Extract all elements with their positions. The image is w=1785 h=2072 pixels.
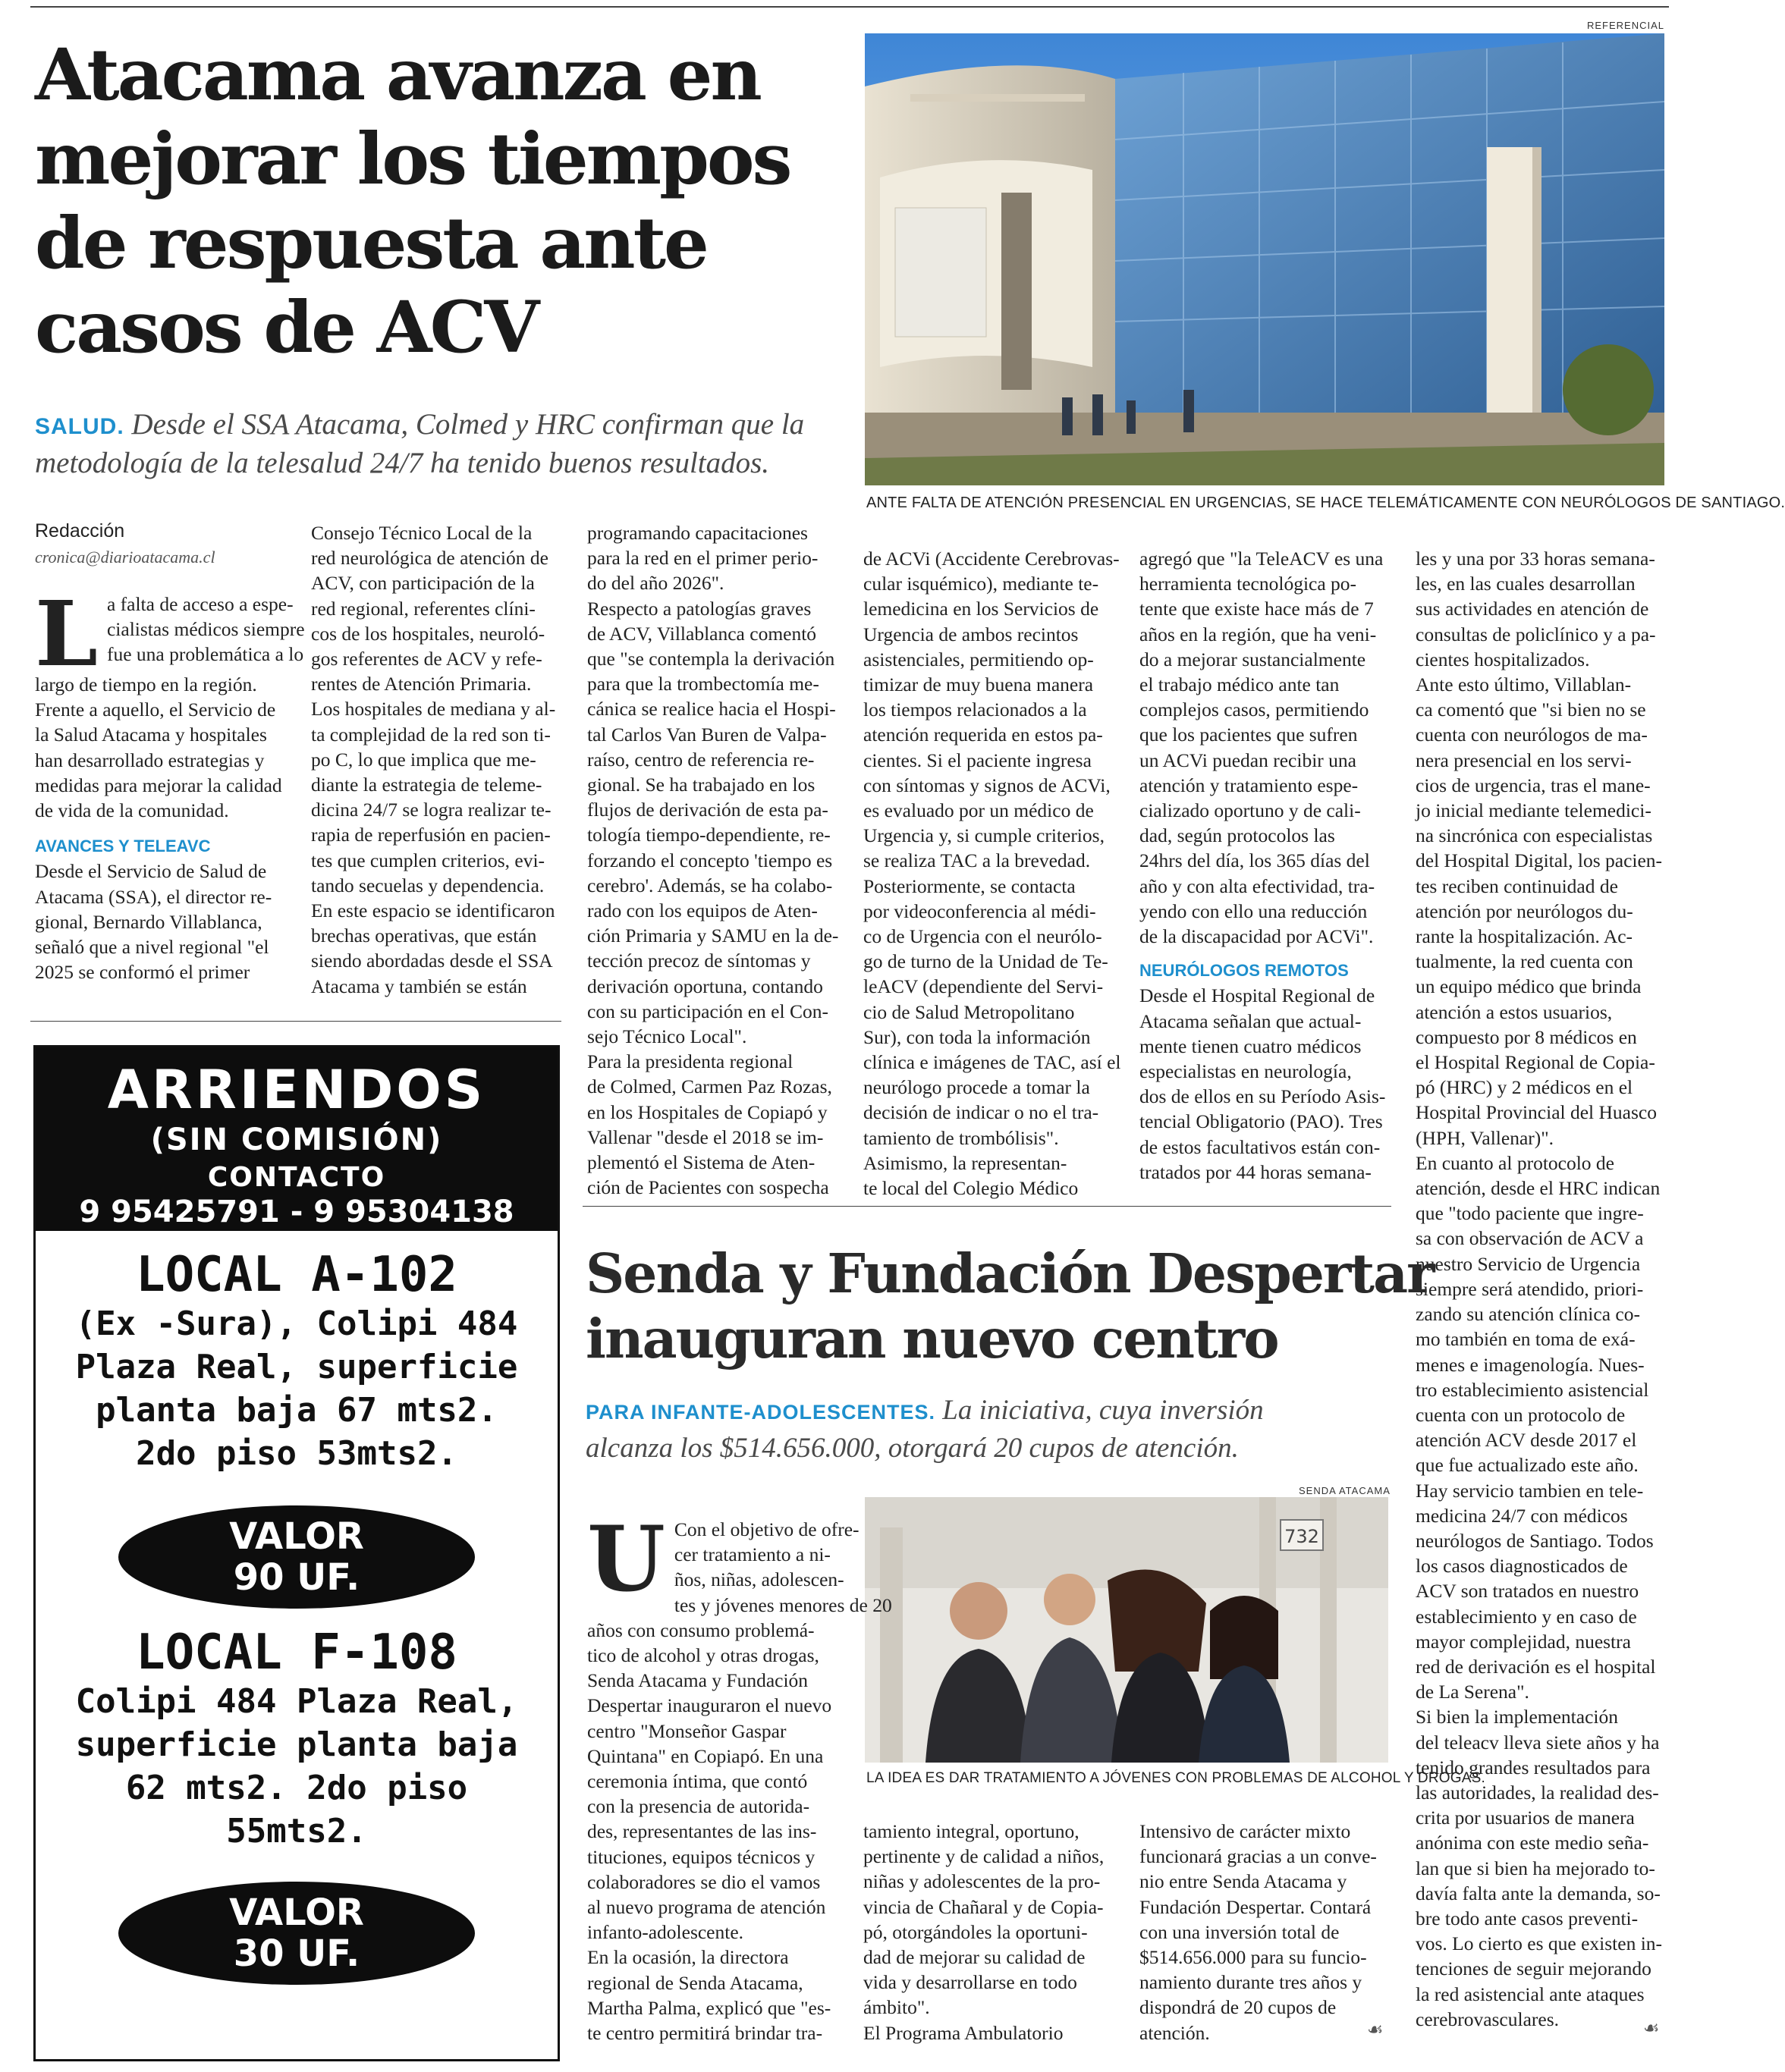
text-line: dad, según protocolos las	[1139, 824, 1335, 847]
text-line: el trabajo médico ante tan	[1139, 673, 1340, 696]
text-line: siempre será atendido, priori-	[1416, 1277, 1644, 1300]
text-line: en los Hospitales de Copiapó y	[587, 1100, 828, 1123]
text-line: anónima con este medio seña-	[1416, 1832, 1649, 1854]
text-line: las autoridades, la realidad des-	[1416, 1781, 1659, 1804]
text-line: cuenta con neurólogos de ma-	[1416, 724, 1648, 746]
text-line: zando su atención clínica co-	[1416, 1303, 1640, 1326]
top-rule	[30, 6, 1669, 8]
ad-phones: 9 95425791 - 9 95304138	[79, 1195, 514, 1229]
text-line: cánica se realice hacia el Hospi-	[587, 698, 836, 720]
photo-credit: SENDA ATACAMA	[1299, 1485, 1391, 1496]
end-mark: ☙	[1367, 2019, 1384, 2040]
article1-column-4	[863, 546, 1121, 1201]
text-line: En este espacio se identificaron	[311, 899, 555, 922]
text-line: atención.	[1139, 2021, 1210, 2044]
article1-column-3	[587, 520, 838, 1200]
text-line: que los pacientes que sufren	[1139, 724, 1358, 746]
text-line: tratados por 44 horas semana-	[1139, 1160, 1372, 1183]
text-line: bre todo ante casos preventi-	[1416, 1907, 1639, 1929]
text-line: davía falta ante la demanda, so-	[1416, 1882, 1661, 1904]
text-line: señaló que a nivel regional "el	[35, 936, 269, 959]
text-line: tenido grandes resultados para	[1416, 1756, 1651, 1778]
text-line: siendo abordadas desde el SSA	[311, 950, 553, 972]
text-line: los casos diagnosticados de	[1416, 1555, 1628, 1578]
text-line: tituciones, equipos técnicos y	[587, 1845, 816, 1868]
text-line: con una inversión total de	[1139, 1920, 1340, 1943]
text-line: que "se contempla la derivación	[587, 648, 835, 670]
title-line: inauguran nuevo centro	[586, 1307, 1278, 1370]
text-line: plementó el Sistema de Aten-	[587, 1151, 816, 1174]
text-line: $514.656.000 para su funcio-	[1139, 1946, 1367, 1969]
text-line: les, en las cuales desarrollan	[1416, 573, 1636, 595]
title-line: mejorar los tiempos	[35, 118, 790, 201]
text-line: rentes de Atención Primaria.	[311, 673, 532, 695]
text-line: centro "Monseñor Gaspar	[587, 1719, 787, 1742]
text-line: forzando el concepto 'tiempo es	[587, 849, 833, 871]
text-line: consultas de policlínico y a pa-	[1416, 623, 1656, 645]
text-line: Atacama señalan que actual-	[1139, 1009, 1362, 1032]
text-line: compuesto por 8 médicos en	[1416, 1025, 1637, 1048]
text-line: na sincrónica con especialistas	[1416, 824, 1653, 847]
dropcap: U	[587, 1506, 665, 1612]
ad-subtitle: (SIN COMISIÓN)	[150, 1122, 443, 1157]
local-line: 62 mts2. 2do piso	[125, 1769, 468, 1807]
text-line: un ACVi puedan recibir una	[1139, 749, 1356, 771]
text-line: tología tiempo-dependiente, re-	[587, 824, 831, 846]
text-line: Ante esto último, Villablan-	[1416, 673, 1632, 696]
article2-column-3	[1139, 1819, 1390, 2045]
text-line: por videoconferencia al médi-	[863, 899, 1096, 922]
price-label: VALOR	[229, 1515, 364, 1558]
text-line: niñas y adolescentes de la pro-	[863, 1870, 1101, 1893]
local-line: planta baja 67 mts2.	[96, 1391, 498, 1430]
lead-text: alcanza los $514.656.000, otorgará 20 cupos de atención.	[586, 1433, 1239, 1464]
text-line: crita por usuarios de manera	[1416, 1807, 1635, 1829]
text-line: sejo Técnico Local".	[587, 1025, 747, 1048]
text-line: de ACVi (Accidente Cerebrovas-	[863, 548, 1120, 570]
title-line: Senda y Fundación Despertar	[586, 1242, 1434, 1305]
price-oval-2	[118, 1882, 475, 1985]
text-line: menes e imagenología. Nues-	[1416, 1353, 1645, 1376]
text-line: de la discapacidad por ACVi".	[1139, 925, 1374, 948]
text-line: tamiento de trombólisis".	[863, 1126, 1059, 1149]
text-line: leACV (dependiente del Servi-	[863, 975, 1104, 998]
text-line: 2025 se conformó el primer	[35, 961, 250, 984]
text-line: infanto-adolescente.	[587, 1921, 744, 1944]
text-line: do a mejorar sustancialmente	[1139, 648, 1366, 670]
text-line: un equipo médico que brinda	[1416, 975, 1642, 998]
text-line: rado con los equipos de Aten-	[587, 899, 818, 922]
article1-lead	[35, 407, 804, 482]
text-line: red de derivación es el hospital	[1416, 1655, 1656, 1678]
text-line: namiento durante tres años y	[1139, 1971, 1362, 1994]
price-amount: 90 UF.	[233, 1556, 360, 1599]
text-line: 24hrs del día, los 365 días del	[1139, 849, 1370, 872]
text-line: Si bien la implementación	[1416, 1706, 1618, 1728]
text-line: diante la estrategia de teleme-	[311, 774, 542, 796]
text-line: vida y desarrollarse en todo	[863, 1971, 1077, 1994]
text-line: complejos casos, permitiendo	[1139, 699, 1369, 721]
text-line: Sur), con toda la información	[863, 1025, 1091, 1048]
text-line: años en la región, que ha veni-	[1139, 623, 1377, 645]
text-line: ción de Pacientes con sospecha	[587, 1176, 829, 1199]
text-line: de vida de la comunidad.	[35, 799, 229, 822]
text-line: dos de ellos en su Período Asis-	[1139, 1085, 1386, 1108]
text-line: con su participación en el Con-	[587, 1000, 828, 1022]
text-line: tico de alcohol y otras drogas,	[587, 1644, 819, 1667]
text-line: Atacama y también se están	[311, 975, 527, 997]
lead-keyword: PARA INFANTE-ADOLESCENTES.	[586, 1401, 936, 1424]
text-line: del teleacv lleva siete años y ha	[1416, 1731, 1660, 1753]
text-line: ta complejidad de la red son ti-	[311, 723, 551, 746]
text-line: Frente a aquello, el Servicio de	[35, 699, 276, 721]
ceremony-illustration	[865, 1497, 1388, 1763]
text-line: atención a estos usuarios,	[1416, 1000, 1613, 1023]
byline: Redacción	[35, 520, 125, 542]
text-line: tes que cumplen criterios, evi-	[311, 849, 545, 871]
text-line: a falta de acceso a espe-	[106, 593, 294, 615]
text-line: cio de Salud Metropolitano	[863, 1000, 1075, 1023]
text-line: gos referentes de ACV y refe-	[311, 648, 542, 670]
text-line: cialistas médicos siempre	[106, 618, 305, 641]
text-line: dispondrá de 20 cupos de	[1139, 1996, 1337, 2019]
lead-text: metodología de la telesalud 24/7 ha tenido buenos resultados.	[35, 447, 770, 479]
text-line: funcionará gracias a un conve-	[1139, 1845, 1377, 1868]
text-line: para que la trombectomía me-	[587, 673, 819, 695]
text-line: los tiempos relacionados a la	[863, 699, 1087, 721]
text-line: tenciones de seguir mejorando	[1416, 1957, 1651, 1980]
section-rule	[583, 1206, 1391, 1207]
text-line: (HPH, Vallenar)".	[1416, 1126, 1554, 1149]
text-line: atención requerida en estos pa-	[863, 724, 1103, 746]
text-line: cerebro'. Además, se ha colabo-	[587, 874, 833, 896]
text-line: ños, niñas, adolescen-	[674, 1568, 844, 1591]
text-line: asistenciales, permitiendo op-	[863, 648, 1094, 670]
text-line: pó, otorgándoles la oportuni-	[863, 1920, 1088, 1943]
text-line: nuestro Servicio de Urgencia	[1416, 1252, 1641, 1275]
text-line: del Hospital Digital, los pacien-	[1416, 849, 1663, 872]
text-line: les y una por 33 horas semana-	[1416, 548, 1655, 570]
text-line: te local del Colegio Médico	[863, 1177, 1079, 1200]
text-line: te centro permitirá brindar tra-	[587, 2022, 823, 2045]
text-line: tro establecimiento asistencial	[1416, 1378, 1649, 1401]
article1-column-5	[1139, 546, 1390, 1185]
text-line: lan que si bien ha mejorado to-	[1416, 1857, 1655, 1879]
text-line: medidas para mejorar la calidad	[35, 774, 282, 796]
text-line: para la red en el primer perio-	[587, 547, 819, 570]
text-line: raíso, centro de referencia re-	[587, 748, 815, 771]
ad-local-1	[36, 1231, 558, 1475]
text-line: ámbito".	[863, 1996, 930, 2019]
text-line: programando capacitaciones	[587, 522, 808, 544]
local-line: Plaza Real, superficie	[75, 1348, 518, 1386]
text-line: atención y tratamiento espe-	[1139, 774, 1359, 796]
text-line: cuenta con un protocolo de	[1416, 1403, 1626, 1426]
text-line: nera presencial en los servi-	[1416, 749, 1632, 771]
text-line: con la presencia de autorida-	[587, 1795, 810, 1818]
text-line: ceremonia íntima, que contó	[587, 1770, 808, 1793]
text-line: Respecto a patologías graves	[587, 597, 812, 620]
text-line: yendo con ello una reducción	[1139, 899, 1368, 922]
text-line: dicina 24/7 se logra realizar te-	[311, 799, 552, 821]
text-line: tes y jóvenes menores de 20	[674, 1593, 892, 1616]
text-line: cos de los hospitales, neuroló-	[311, 622, 545, 645]
text-line: que "todo paciente que ingre-	[1416, 1202, 1644, 1225]
ad-header	[36, 1047, 558, 1231]
text-line: Hospital Provincial del Huasco	[1416, 1101, 1657, 1124]
text-line: años con consumo problemá-	[587, 1618, 815, 1641]
text-line: atención por neurólogos du-	[1416, 899, 1633, 922]
text-line: Desde el Servicio de Salud de	[35, 860, 267, 883]
text-line: que fue actualizado este año.	[1416, 1454, 1639, 1477]
local-line: 55mts2.	[226, 1812, 367, 1851]
text-line: Para la presidenta regional	[587, 1050, 794, 1073]
text-line: rante la hospitalización. Ac-	[1416, 925, 1633, 948]
text-line: vos. Lo cierto es que existen in-	[1416, 1932, 1663, 1955]
text-line: ACV son tratados en nuestro	[1416, 1580, 1639, 1603]
local-line: (Ex -Sura), Colipi 484	[75, 1304, 518, 1343]
text-line: Consejo Técnico Local de la	[311, 522, 533, 544]
subheading: NEURÓLOGOS REMOTOS	[1139, 961, 1349, 981]
rental-ad	[33, 1045, 560, 2061]
photo-caption: ANTE FALTA DE ATENCIÓN PRESENCIAL EN URGENCIAS, SE HACE TELEMÁTICAMENTE CON NEURÓLOGOS DE SANTIAGO.	[866, 494, 1785, 511]
text-line: Quintana" en Copiapó. En una	[587, 1744, 824, 1767]
local-line: superficie planta baja	[75, 1725, 518, 1764]
text-line: mayor complejidad, nuestra	[1416, 1630, 1631, 1653]
byline-email: cronica@diarioatacama.cl	[35, 548, 215, 567]
article2-lead	[586, 1392, 1264, 1467]
text-line: medicina 24/7 con médicos	[1416, 1504, 1628, 1527]
ad-contact-label: CONTACTO	[207, 1162, 386, 1193]
text-line: agregó que "la TeleACV es una	[1139, 548, 1384, 570]
ad-local-2	[36, 1609, 558, 1853]
text-line: tamiento integral, oportuno,	[863, 1820, 1079, 1842]
text-line: Los hospitales de mediana y al-	[311, 698, 556, 720]
title-line: Atacama avanza en	[35, 33, 760, 117]
article2-column-1	[587, 1506, 892, 2045]
text-line: ca comentó que "si bien no se	[1416, 699, 1646, 721]
text-line: mo también en toma de exá-	[1416, 1328, 1636, 1351]
text-line: nio entre Senda Atacama y	[1139, 1870, 1347, 1893]
text-line: Hay servicio tambien en tele-	[1416, 1479, 1644, 1502]
price-label: VALOR	[229, 1891, 364, 1934]
ad-title: ARRIENDOS	[107, 1059, 486, 1121]
text-line: pó (HRC) y 2 médicos en el	[1416, 1076, 1633, 1099]
text-line: cerebrovasculares.	[1416, 2008, 1560, 2030]
text-line: especialistas en neurología,	[1139, 1060, 1352, 1083]
text-line: Urgencia de ambos recintos	[863, 623, 1079, 645]
text-line: neurólogo procede a tomar la	[863, 1076, 1090, 1099]
text-line: gional. Se ha trabajado en los	[587, 774, 816, 796]
text-line: tes reciben continuidad de	[1416, 874, 1618, 897]
local-line: Colipi 484 Plaza Real,	[75, 1682, 518, 1721]
text-line: lemedicina en los Servicios de	[863, 598, 1099, 620]
text-line: decisión de indicar o no el tra-	[863, 1101, 1099, 1124]
text-line: jo inicial mediante telemedici-	[1416, 799, 1651, 822]
text-line: clínica e imágenes de TAC, así el	[863, 1051, 1121, 1074]
title-line: de respuesta ante	[35, 202, 707, 285]
text-line: Intensivo de carácter mixto	[1139, 1820, 1351, 1842]
text-line: se realiza TAC a la brevedad.	[863, 849, 1091, 872]
text-line: En cuanto al protocolo de	[1416, 1151, 1614, 1174]
article2-column-2	[863, 1819, 1114, 2045]
text-line: año y con alta efectividad, tra-	[1139, 874, 1375, 897]
article1-column-1	[35, 581, 305, 984]
price-oval-1	[118, 1505, 475, 1609]
photo-caption: LA IDEA ES DAR TRATAMIENTO A JÓVENES CON PROBLEMAS DE ALCOHOL Y DROGAS.	[866, 1770, 1485, 1786]
text-line: establecimiento y en caso de	[1416, 1605, 1637, 1628]
text-line: El Programa Ambulatorio	[863, 2021, 1064, 2044]
price-amount: 30 UF.	[233, 1932, 360, 1975]
text-line: de estos facultativos están con-	[1139, 1135, 1381, 1158]
text-line: do del año 2026".	[587, 572, 724, 595]
title-line: casos de ACV	[35, 286, 538, 369]
text-line: tente que existe hace más de 7	[1139, 598, 1374, 620]
text-line: co de Urgencia con el neurólo-	[863, 925, 1102, 948]
text-line: po C, lo que implica que me-	[311, 748, 536, 771]
text-line: Con el objetivo de ofre-	[674, 1518, 860, 1540]
text-line: el Hospital Regional de Copia-	[1416, 1051, 1655, 1074]
text-line: Posteriormente, se contacta	[863, 874, 1076, 897]
text-line: con síntomas y signos de ACVi,	[863, 774, 1111, 796]
text-line: cientes hospitalizados.	[1416, 648, 1590, 670]
text-line: han desarrollado estrategias y	[35, 749, 265, 771]
text-line: pertinente y de calidad a niños,	[863, 1845, 1105, 1868]
text-line: derivación oportuna, contando	[587, 975, 823, 997]
text-line: tando secuelas y dependencia.	[311, 874, 545, 896]
lead-text: Desde el SSA Atacama, Colmed y HRC confirman que la	[131, 408, 805, 441]
text-line: timizar de muy buena manera	[863, 673, 1094, 696]
text-line: largo de tiempo en la región.	[35, 673, 257, 695]
text-line: Senda Atacama y Fundación	[587, 1669, 809, 1692]
text-line: de ACV, Villablanca comentó	[587, 622, 817, 645]
article2-title	[586, 1241, 1434, 1371]
text-line: regional de Senda Atacama,	[587, 1971, 803, 1994]
hospital-photo	[865, 33, 1664, 485]
text-line: atención, desde el HRC indican	[1416, 1177, 1661, 1200]
article1-column-2	[311, 520, 561, 999]
text-line: la Salud Atacama y hospitales	[35, 724, 267, 746]
article1-column-6	[1416, 546, 1666, 2032]
text-line: cios de urgencia, tras el mane-	[1416, 774, 1651, 796]
text-line: des, representantes de las ins-	[587, 1820, 817, 1843]
text-line: red regional, referentes clíni-	[311, 597, 536, 620]
text-line: Desde el Hospital Regional de	[1139, 984, 1375, 1007]
text-line: cializado oportuno y de cali-	[1139, 799, 1361, 822]
text-line: sus actividades en atención de	[1416, 598, 1649, 620]
text-line: la red asistencial ante ataques	[1416, 1983, 1645, 2005]
article1-title	[35, 33, 790, 370]
text-line: ción Primaria y SAMU en la de-	[587, 925, 839, 947]
local-line: 2do piso 53mts2.	[136, 1434, 457, 1473]
text-line: fue una problemática a lo	[106, 643, 304, 666]
text-line: flujos de derivación de esta pa-	[587, 799, 828, 821]
text-line: al nuevo programa de atención	[587, 1896, 826, 1919]
text-line: mente tienen cuatro médicos	[1139, 1034, 1362, 1057]
text-line: dad de mejorar su calidad de	[863, 1946, 1086, 1969]
section-rule	[30, 1021, 561, 1022]
text-line: Asimismo, la representan-	[863, 1151, 1067, 1174]
text-line: cientes. Si el paciente ingresa	[863, 749, 1092, 771]
text-line: ACV, con participación de la	[311, 572, 535, 595]
text-line: es evaluado por un médico de	[863, 799, 1094, 822]
text-line: Fundación Despertar. Contará	[1139, 1895, 1372, 1918]
text-line: rapia de reperfusión en pacien-	[311, 824, 551, 846]
local-title: LOCAL A-102	[136, 1247, 457, 1303]
text-line: brechas operativas, que están	[311, 925, 537, 947]
local-title: LOCAL F-108	[136, 1625, 457, 1681]
text-line: sa con observación de ACV a	[1416, 1227, 1644, 1250]
text-line: atención ACV desde 2017 el	[1416, 1429, 1637, 1452]
text-line: red neurológica de atención de	[311, 547, 548, 570]
text-line: Vallenar "desde el 2018 se im-	[587, 1125, 824, 1148]
text-line: herramienta tecnológica po-	[1139, 573, 1357, 595]
text-line: de La Serena".	[1416, 1681, 1529, 1703]
text-line: tección precoz de síntomas y	[587, 950, 811, 972]
text-line: tal Carlos Van Buren de Valpa-	[587, 723, 827, 746]
text-line: Atacama (SSA), el director re-	[35, 885, 272, 908]
text-line: cular isquémico), mediante te-	[863, 573, 1099, 595]
lead-keyword: SALUD.	[35, 414, 124, 439]
text-line: de Colmed, Carmen Paz Rozas,	[587, 1075, 832, 1098]
text-line: Martha Palma, explicó que "es-	[587, 1996, 831, 2019]
text-line: cer tratamiento a ni-	[674, 1543, 831, 1566]
text-line: Despertar inauguraron el nuevo	[587, 1694, 832, 1717]
text-line: neurólogos de Santiago. Todos	[1416, 1529, 1654, 1552]
text-line: gional, Bernardo Villablanca,	[35, 910, 262, 933]
text-line: vincia de Chañaral y de Copia-	[863, 1895, 1104, 1918]
end-mark: ☙	[1643, 2017, 1660, 2039]
photo-credit: REFERENCIAL	[1586, 20, 1664, 31]
hospital-building-illustration	[865, 33, 1664, 485]
text-line: tualmente, la red cuenta con	[1416, 950, 1633, 973]
text-line: Urgencia y, si cumple criterios,	[863, 824, 1105, 847]
text-line: colaboradores se dio el vamos	[587, 1870, 821, 1893]
text-line: go de turno de la Unidad de Te-	[863, 950, 1108, 973]
text-line: tencial Obligatorio (PAO). Tres	[1139, 1110, 1383, 1133]
lead-text: La iniciativa, cuya inversión	[942, 1395, 1264, 1426]
subheading: AVANCES Y TELEAVC	[35, 837, 211, 856]
ceremony-photo	[865, 1497, 1388, 1763]
door-number: 732	[1284, 1526, 1319, 1547]
dropcap: L	[35, 581, 98, 686]
text-line: En la ocasión, la directora	[587, 1946, 789, 1969]
